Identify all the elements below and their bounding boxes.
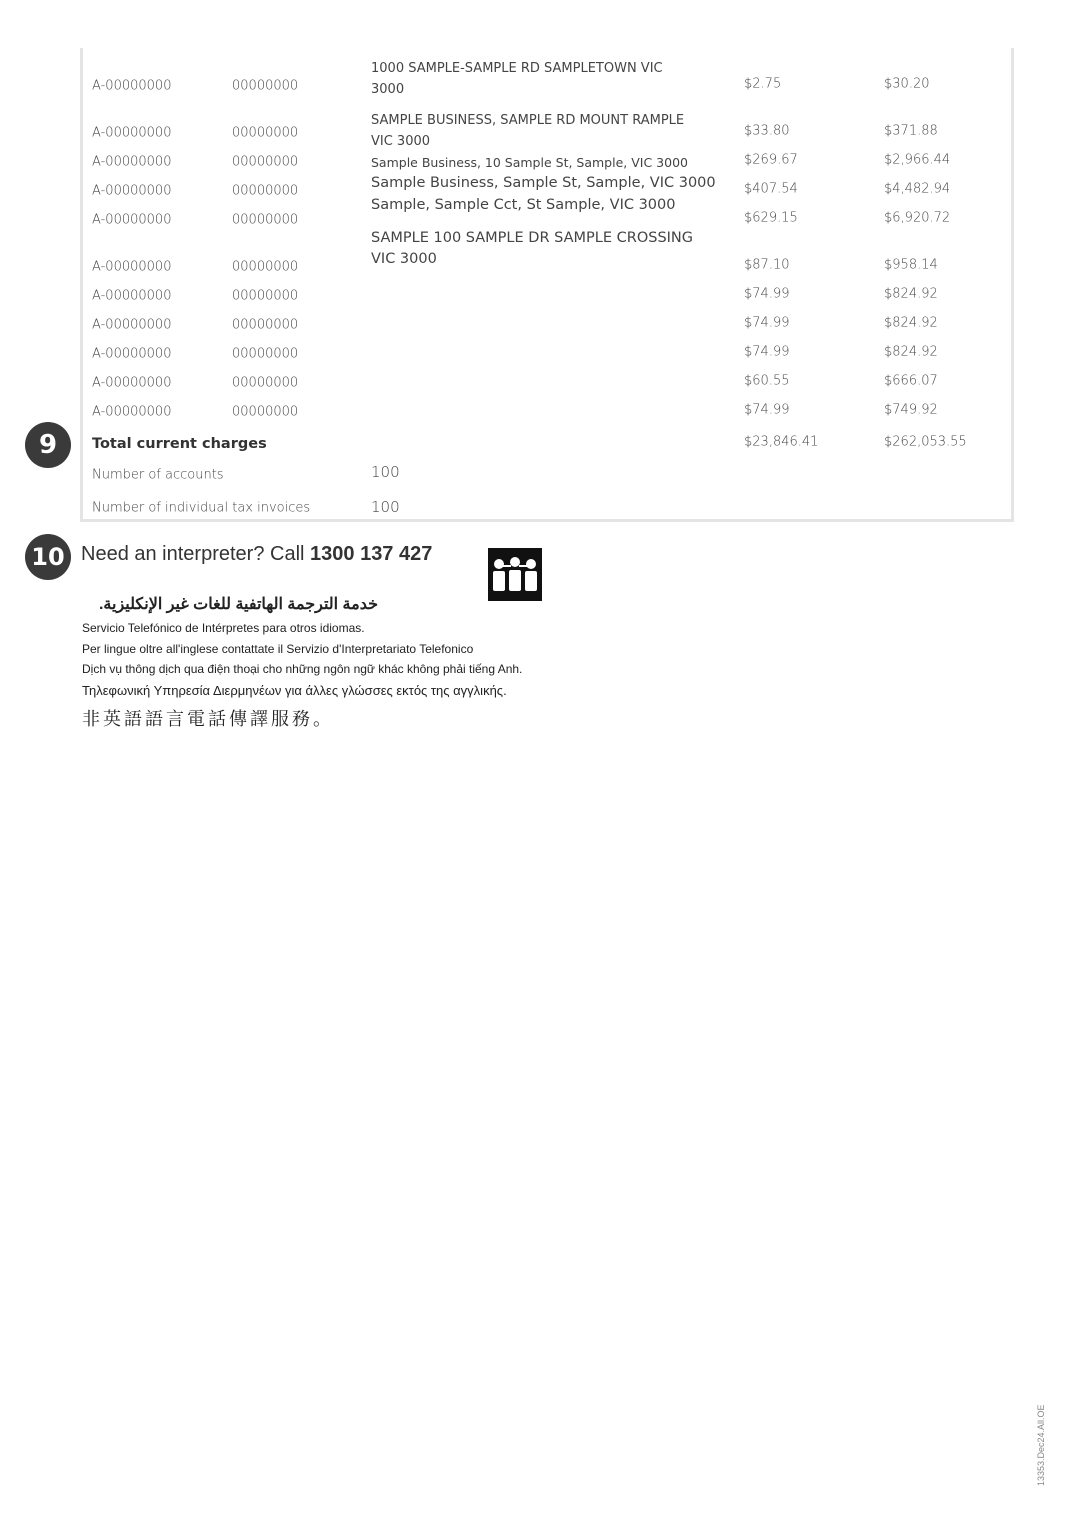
row-current: $74.99 [744, 286, 790, 302]
row-invoice: 00000000 [232, 259, 299, 275]
address-cell [371, 173, 716, 194]
interpreter-vietnamese: Dịch vụ thông dịch qua điện thoại cho những ngôn ngữ khác không phải tiếng Anh. [82, 662, 523, 676]
address-line: Sample Business, 10 Sample St, Sample, VIC 3000 [371, 155, 688, 170]
row-invoice: 00000000 [232, 78, 299, 94]
interpreter-arabic: خدمة الترجمة الهاتفية للغات غير الإنكليزية. [98, 596, 378, 613]
footer-code: 13353.Dec24.All.OE [1036, 1404, 1046, 1486]
row-total: $824.92 [884, 344, 938, 360]
address-cell [371, 110, 684, 152]
row-account: A-00000000 [92, 317, 172, 333]
total-current-charges-label: Total current charges [92, 436, 267, 452]
row-invoice: 00000000 [232, 288, 299, 304]
row-account: A-00000000 [92, 183, 172, 199]
row-current: $33.80 [744, 123, 790, 139]
interpreter-phone: 1300 137 427 [310, 543, 433, 565]
row-total: $824.92 [884, 315, 938, 331]
number-of-invoices-label: Number of individual tax invoices [92, 500, 311, 516]
row-account: A-00000000 [92, 375, 172, 391]
row-current: $407.54 [744, 181, 798, 197]
row-account: A-00000000 [92, 259, 172, 275]
address-cell [371, 152, 688, 173]
address-cell [371, 195, 675, 216]
interpreter-chinese: 非英語語言電話傳譯服務。 [82, 709, 334, 729]
row-invoice: 00000000 [232, 154, 299, 170]
address-cell [371, 228, 693, 270]
row-total: $666.07 [884, 373, 938, 389]
row-invoice: 00000000 [232, 212, 299, 228]
row-invoice: 00000000 [232, 183, 299, 199]
row-total: $6,920.72 [884, 210, 951, 226]
interpreter-symbol-icon [488, 548, 542, 601]
row-current: $74.99 [744, 402, 790, 418]
row-total: $371.88 [884, 123, 938, 139]
row-account: A-00000000 [92, 212, 172, 228]
address-line: VIC 3000 [371, 134, 431, 149]
row-current: $60.55 [744, 373, 790, 389]
row-invoice: 00000000 [232, 346, 299, 362]
interpreter-italian: Per lingue oltre all'inglese contattate il Servizio d'Interpretariato Telefonico [82, 642, 474, 656]
interpreter-heading-text: Need an interpreter? Call [81, 543, 311, 565]
row-account: A-00000000 [92, 346, 172, 362]
address-line: Sample, Sample Cct, St Sample, VIC 3000 [371, 197, 676, 213]
interpreter-greek: Τηλεφωνική Υπηρεσία Διερμηνέων για άλλες γλώσσες εκτός της αγγλικής. [82, 683, 507, 698]
row-account: A-00000000 [92, 288, 172, 304]
row-current: $2.75 [744, 76, 782, 92]
row-account: A-00000000 [92, 154, 172, 170]
row-total: $824.92 [884, 286, 938, 302]
address-line: 3000 [371, 82, 405, 97]
number-of-invoices-value: 100 [371, 498, 400, 516]
row-invoice: 00000000 [232, 317, 299, 333]
address-line: 1000 SAMPLE-SAMPLE RD SAMPLETOWN VIC [371, 61, 663, 76]
total-charges: $262,053.55 [884, 434, 967, 450]
row-current: $74.99 [744, 315, 790, 331]
row-total: $958.14 [884, 257, 938, 273]
row-current: $87.10 [744, 257, 790, 273]
interpreter-heading [81, 543, 432, 566]
section-10-badge: 10 [25, 534, 71, 580]
interpreter-spanish: Servicio Telefónico de Intérpretes para otros idiomas. [82, 621, 365, 635]
row-account: A-00000000 [92, 125, 172, 141]
row-total: $749.92 [884, 402, 938, 418]
row-invoice: 00000000 [232, 125, 299, 141]
row-total: $30.20 [884, 76, 930, 92]
row-account: A-00000000 [92, 404, 172, 420]
row-invoice: 00000000 [232, 404, 299, 420]
section-9-badge: 9 [25, 422, 71, 468]
address-line: VIC 3000 [371, 251, 437, 267]
row-total: $4,482.94 [884, 181, 951, 197]
row-current: $269.67 [744, 152, 798, 168]
total-current-charges: $23,846.41 [744, 434, 819, 450]
row-current: $74.99 [744, 344, 790, 360]
row-account: A-00000000 [92, 78, 172, 94]
row-total: $2,966.44 [884, 152, 951, 168]
address-cell [371, 58, 663, 100]
address-line: SAMPLE 100 SAMPLE DR SAMPLE CROSSING [371, 230, 694, 246]
address-line: SAMPLE BUSINESS, SAMPLE RD MOUNT RAMPLE [371, 113, 685, 128]
row-invoice: 00000000 [232, 375, 299, 391]
number-of-accounts-value: 100 [371, 463, 400, 481]
number-of-accounts-label: Number of accounts [92, 467, 224, 483]
row-current: $629.15 [744, 210, 798, 226]
address-line: Sample Business, Sample St, Sample, VIC 3000 [371, 175, 716, 191]
